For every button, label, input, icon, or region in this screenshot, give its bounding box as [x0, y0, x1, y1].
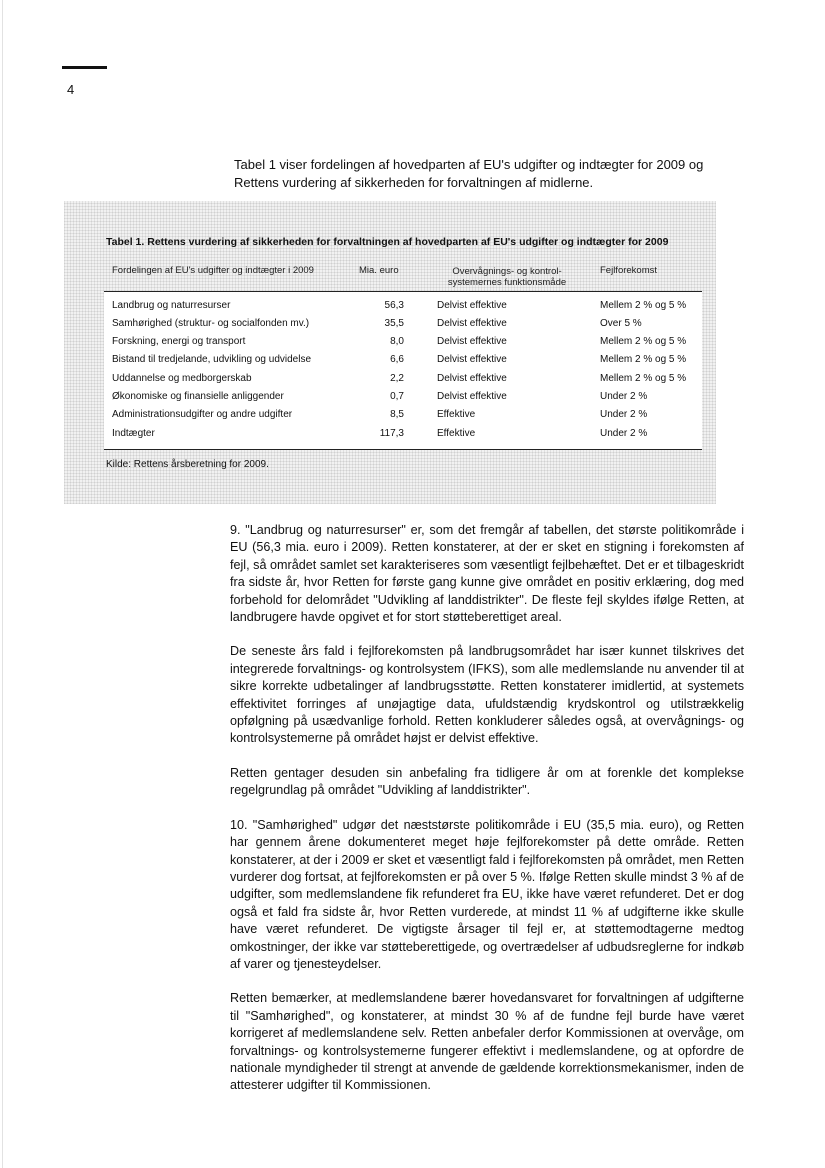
table-row: [104, 333, 702, 351]
table-title: Tabel 1. Rettens vurdering af sikkerheden for forvaltningen af hovedparten af EU's udgifter og indtægter for 2009: [106, 236, 669, 248]
intro-paragraph: Tabel 1 viser fordelingen af hovedparten af EU's udgifter og indtægter for 2009 og Rettens vurdering af sikkerheden for forvaltningen af midlerne.: [234, 157, 704, 190]
cell-error: Mellem 2 % og 5 %: [600, 354, 687, 365]
cell-amount: 8,0: [390, 336, 404, 347]
cell-area: Økonomiske og finansielle anliggender: [112, 391, 284, 402]
cell-area: Indtægter: [112, 428, 155, 439]
paragraph-9: 9. "Landbrug og naturresurser" er, som det fremgår af tabellen, det største politikområde i EU (56,3 mia. euro i 2009). Retten konstaterer, at der er sket en stigning i forekomsten af fejl, så området samlet set karakteriseres som væsentligt fejlbehæftet. Det er et tilbageskridt fra sidste år, hvor Retten for første gang kunne give området en positiv erklæring, dog med forbehold for delområdet "Udvikling af landdistrikter". De fleste fejl skyldes ifølge Retten, at landbrugere havde opgivet et for stort støtteberettiget areal.: [230, 523, 744, 625]
page-number: 4: [67, 82, 75, 97]
header-area: Fordelingen af EU's udgifter og indtægter i 2009: [112, 265, 314, 276]
table-row: [104, 425, 702, 443]
paragraph-simplification: Retten gentager desuden sin anbefaling fra tidligere år om at forenkle det komplekse regelgrundlag på området "Udvikling af landdistrikter".: [230, 765, 744, 798]
cell-control: Delvist effektive: [437, 336, 507, 347]
cell-amount: 117,3: [379, 428, 404, 439]
cell-control: Delvist effektive: [437, 300, 507, 311]
cell-error: Under 2 %: [600, 409, 648, 420]
table-row: [104, 297, 702, 315]
cell-area: Forskning, energi og transport: [112, 336, 246, 347]
cell-amount: 56,3: [384, 300, 404, 311]
cell-error: Mellem 2 % og 5 %: [600, 336, 687, 347]
cell-amount: 0,7: [390, 391, 404, 402]
table-row: [104, 370, 702, 388]
header-rule: [62, 66, 107, 69]
table-row: [104, 388, 702, 406]
table-source: Kilde: Rettens årsberetning for 2009.: [106, 459, 269, 470]
cell-control: Delvist effektive: [437, 318, 507, 329]
paragraph-member-states: Retten bemærker, at medlemslandene bærer hovedansvaret for forvaltningen af udgifterne til "Samhørighed", og konstaterer, at mindst 30 % af de fundne fejl burde have været korrigeret af medlemslandene selv. Retten anbefaler derfor Kommissionen at overvåge, om forvaltnings- og kontrolsystemerne fungerer effektivt i medlemslandene, og at opfordre de nationale myndigheder til strengt at anvende de gældende korrektionsmekanismer, inden de attesterer udgifter til Kommissionen.: [230, 991, 744, 1093]
page-edge-line: [2, 0, 3, 1168]
cell-error: Under 2 %: [600, 391, 648, 402]
header-amount: Mia. euro: [359, 265, 399, 276]
header-control-line-2: systemernes funktionsmåde: [447, 277, 567, 288]
cell-error: Under 2 %: [600, 428, 648, 439]
cell-control: Delvist effektive: [437, 373, 507, 384]
cell-amount: 2,2: [390, 373, 404, 384]
cell-amount: 6,6: [390, 354, 404, 365]
paragraph-10: 10. "Samhørighed" udgør det næststørste politikområde i EU (35,5 mia. euro), og Retten har gennem årene dokumenteret meget høje fejlforekomster på dette område. Retten konstaterer, at der i 2009 er sket et væsentligt fald i fejlforekomsten på området, men Retten vurderer dog fortsat, at fejlforekomsten er på over 5 %. Ifølge Retten skulle mindst 3 % af de udgifter, som medlemslandene fik refunderet fra EU, ikke have været refunderet. Det er dog også et fald fra sidste år, hvor Retten vurderede, at mindst 11 % af udgifterne ikke skulle have været refunderet. De vigtigste årsager til fejl er, at støttemodtagerne medtog omkostninger, der ikke var støtteberettigede, og overtrædelser af udbudsreglerne for indkøb af varer og tjenesteydelser.: [230, 817, 744, 971]
table-row: [104, 351, 702, 369]
cell-area: Uddannelse og medborgerskab: [112, 373, 252, 384]
header-control-line-1: Overvågnings- og kontrol-: [452, 266, 562, 277]
cell-control: Delvist effektive: [437, 391, 507, 402]
cell-amount: 35,5: [384, 318, 404, 329]
cell-area: Administrationsudgifter og andre udgifter: [112, 409, 293, 420]
cell-error: Mellem 2 % og 5 %: [600, 300, 687, 311]
cell-control: Effektive: [437, 409, 476, 420]
table-row: [104, 315, 702, 333]
cell-error: Mellem 2 % og 5 %: [600, 373, 687, 384]
header-control-systems: [437, 266, 577, 288]
cell-area: Samhørighed (struktur- og socialfonden mv.): [112, 318, 310, 329]
table-body: [104, 291, 702, 450]
header-error-rate: Fejlforekomst: [600, 265, 658, 276]
cell-control: Delvist effektive: [437, 354, 507, 365]
cell-area: Landbrug og naturresurser: [112, 300, 231, 311]
cell-area: Bistand til tredjelande, udvikling og udvidelse: [112, 354, 312, 365]
paragraph-ifks: De seneste års fald i fejlforekomsten på landbrugsområdet har især kunnet tilskrives det integrerede forvaltnings- og kontrolsystem (IFKS), som alle medlemslande nu anvender til at sikre korrekte udbetalinger af landbrugsstøtte. Retten konstaterer imidlertid, at systemets effektivitet forringes af unøjagtige data, ufuldstændig krydskontrol og utilstrækkelig opfølgning på usædvanlige forhold. Retten konkluderer således også, at overvågnings- og kontrolsystemerne på området højst er delvist effektive.: [230, 644, 744, 746]
table-row: [104, 406, 702, 424]
body-text: [230, 522, 744, 1112]
cell-amount: 8,5: [390, 409, 404, 420]
cell-control: Effektive: [437, 428, 476, 439]
cell-error: Over 5 %: [600, 318, 642, 329]
